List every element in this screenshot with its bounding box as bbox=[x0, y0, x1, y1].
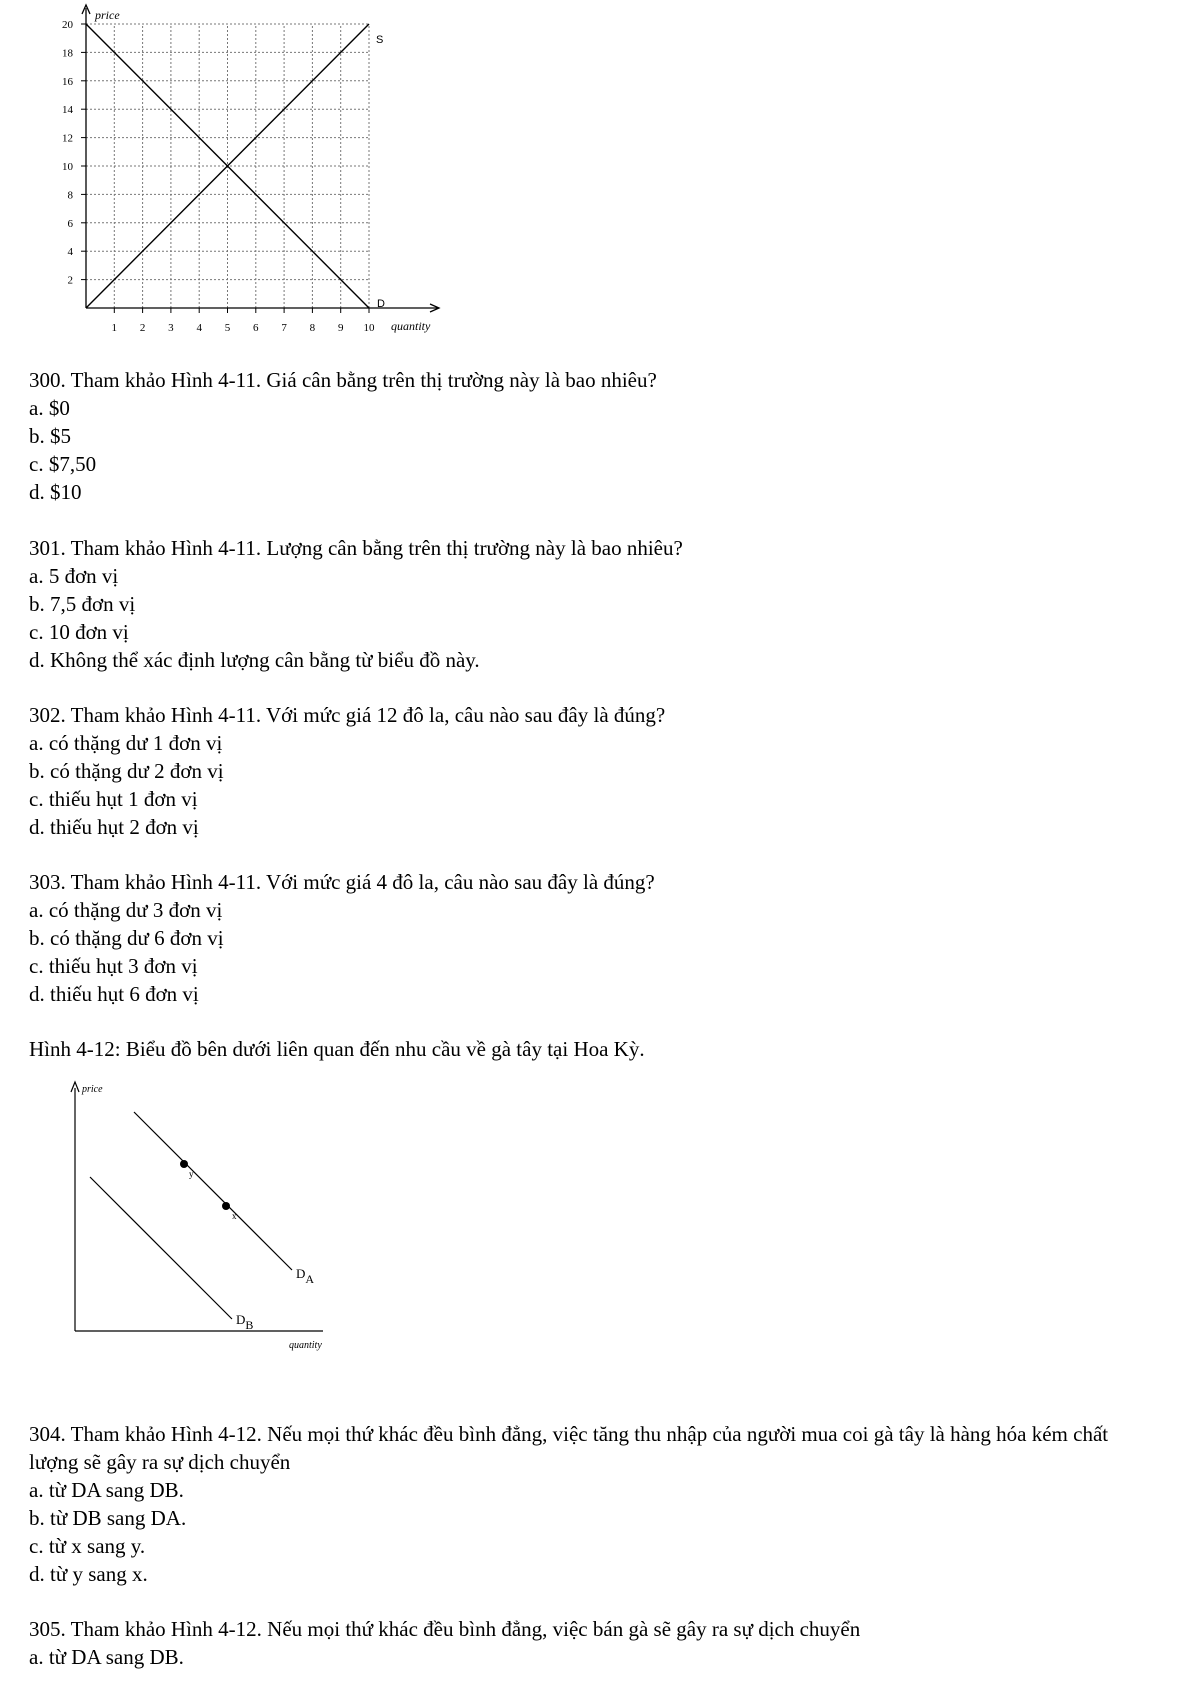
option-b: b. có thặng dư 6 đơn vị bbox=[29, 926, 224, 950]
y-tick-label: 6 bbox=[67, 217, 73, 230]
y-tick-label: 14 bbox=[62, 104, 73, 117]
demand-curve-label: D bbox=[377, 298, 385, 310]
point-x-dot bbox=[222, 1202, 230, 1210]
option-a: a. có thặng dư 1 đơn vị bbox=[29, 731, 223, 755]
question-305 bbox=[29, 1615, 860, 1671]
x-tick-label: 9 bbox=[337, 322, 344, 334]
point-y-label: y bbox=[189, 1169, 194, 1179]
option-c: c. $7,50 bbox=[29, 452, 97, 476]
y-axis-label: price bbox=[95, 8, 120, 22]
x-tick-label: 7 bbox=[281, 322, 287, 334]
option-c: c. 10 đơn vị bbox=[29, 620, 129, 644]
chart-tick-labels bbox=[62, 19, 375, 334]
figure-caption: Hình 4-12: Biểu đồ bên dưới liên quan đến nhu cầu về gà tây tại Hoa Kỳ. bbox=[29, 1037, 645, 1061]
y-axis-label: price bbox=[82, 1084, 103, 1095]
x-tick-label: 8 bbox=[309, 322, 316, 334]
option-d: d. $10 bbox=[29, 480, 82, 504]
question-300 bbox=[29, 366, 657, 506]
option-d: d. thiếu hụt 6 đơn vị bbox=[29, 982, 199, 1006]
question-302 bbox=[29, 701, 665, 841]
y-tick-label: 20 bbox=[62, 19, 73, 31]
da-label-main: D bbox=[296, 1266, 306, 1281]
supply-curve-label: S bbox=[376, 34, 384, 46]
da-label bbox=[296, 1266, 314, 1286]
question-text: 303. Tham khảo Hình 4-11. Với mức giá 4 đô la, câu nào sau đây là đúng? bbox=[29, 870, 655, 894]
option-a: a. từ DA sang DB. bbox=[29, 1645, 184, 1669]
db-label-main: D bbox=[236, 1312, 246, 1327]
option-a: a. 5 đơn vị bbox=[29, 564, 119, 588]
question-text: 301. Tham khảo Hình 4-11. Lượng cân bằng trên thị trường này là bao nhiêu? bbox=[29, 536, 683, 560]
question-text: 300. Tham khảo Hình 4-11. Giá cân bằng trên thị trường này là bao nhiêu? bbox=[29, 368, 657, 392]
y-tick-label: 18 bbox=[62, 47, 73, 60]
x-tick-label: 4 bbox=[196, 322, 202, 334]
x-axis-label: quantity bbox=[289, 1340, 322, 1351]
demand-curve-da bbox=[134, 1112, 292, 1270]
option-b: b. từ DB sang DA. bbox=[29, 1506, 187, 1530]
x-tick-label: 2 bbox=[139, 322, 146, 334]
db-label bbox=[236, 1312, 253, 1332]
option-c: c. từ x sang y. bbox=[29, 1534, 146, 1558]
demand-curve-db bbox=[90, 1177, 232, 1319]
question-text: 302. Tham khảo Hình 4-11. Với mức giá 12 đô la, câu nào sau đây là đúng? bbox=[29, 703, 666, 727]
option-c: c. thiếu hụt 3 đơn vị bbox=[29, 954, 198, 978]
option-b: b. 7,5 đơn vị bbox=[29, 592, 136, 616]
y-tick-label: 10 bbox=[62, 161, 73, 173]
option-a: a. từ DA sang DB. bbox=[29, 1478, 184, 1502]
y-tick-label: 2 bbox=[67, 274, 73, 287]
question-text: 305. Tham khảo Hình 4-12. Nếu mọi thứ khác đều bình đẳng, việc bán gà sẽ gây ra sự dịch chuyển bbox=[29, 1617, 861, 1641]
option-c: c. thiếu hụt 1 đơn vị bbox=[29, 787, 198, 811]
option-a: a. $0 bbox=[29, 396, 70, 420]
option-b: b. $5 bbox=[29, 424, 71, 448]
x-tick-label: 10 bbox=[363, 322, 375, 334]
y-tick-label: 4 bbox=[67, 246, 73, 259]
question-304 bbox=[29, 1420, 1149, 1588]
y-tick-label: 8 bbox=[67, 189, 73, 202]
x-tick-label: 6 bbox=[253, 322, 259, 334]
option-a: a. có thặng dư 3 đơn vị bbox=[29, 898, 223, 922]
point-x-label: x bbox=[232, 1211, 237, 1221]
y-tick-label: 12 bbox=[62, 132, 73, 145]
question-301 bbox=[29, 534, 683, 674]
y-tick-label: 16 bbox=[62, 75, 73, 88]
option-d: d. thiếu hụt 2 đơn vị bbox=[29, 815, 199, 839]
point-y-dot bbox=[180, 1160, 188, 1168]
question-303 bbox=[29, 868, 655, 1008]
x-axis-label: quantity bbox=[391, 319, 431, 333]
x-tick-label: 3 bbox=[168, 322, 174, 334]
option-d: d. từ y sang x. bbox=[29, 1562, 148, 1586]
db-label-sub: B bbox=[245, 1318, 254, 1332]
option-b: b. có thặng dư 2 đơn vị bbox=[29, 759, 224, 783]
x-tick-label: 5 bbox=[224, 322, 231, 334]
x-tick-label: 1 bbox=[111, 322, 118, 334]
figure-4-12-chart bbox=[60, 1078, 350, 1368]
figure-4-11-chart bbox=[0, 0, 460, 345]
figure-4-12-caption-block bbox=[29, 1035, 645, 1063]
da-label-sub: A bbox=[305, 1272, 315, 1286]
question-text: 304. Tham khảo Hình 4-12. Nếu mọi thứ khác đều bình đẳng, việc tăng thu nhập của người mua coi gà tây là hàng hóa kém chất lượng sẽ gây ra sự dịch chuyển bbox=[29, 1422, 1109, 1474]
chart-axes bbox=[82, 5, 439, 312]
option-d: d. Không thể xác định lượng cân bằng từ biểu đồ này. bbox=[29, 648, 480, 672]
